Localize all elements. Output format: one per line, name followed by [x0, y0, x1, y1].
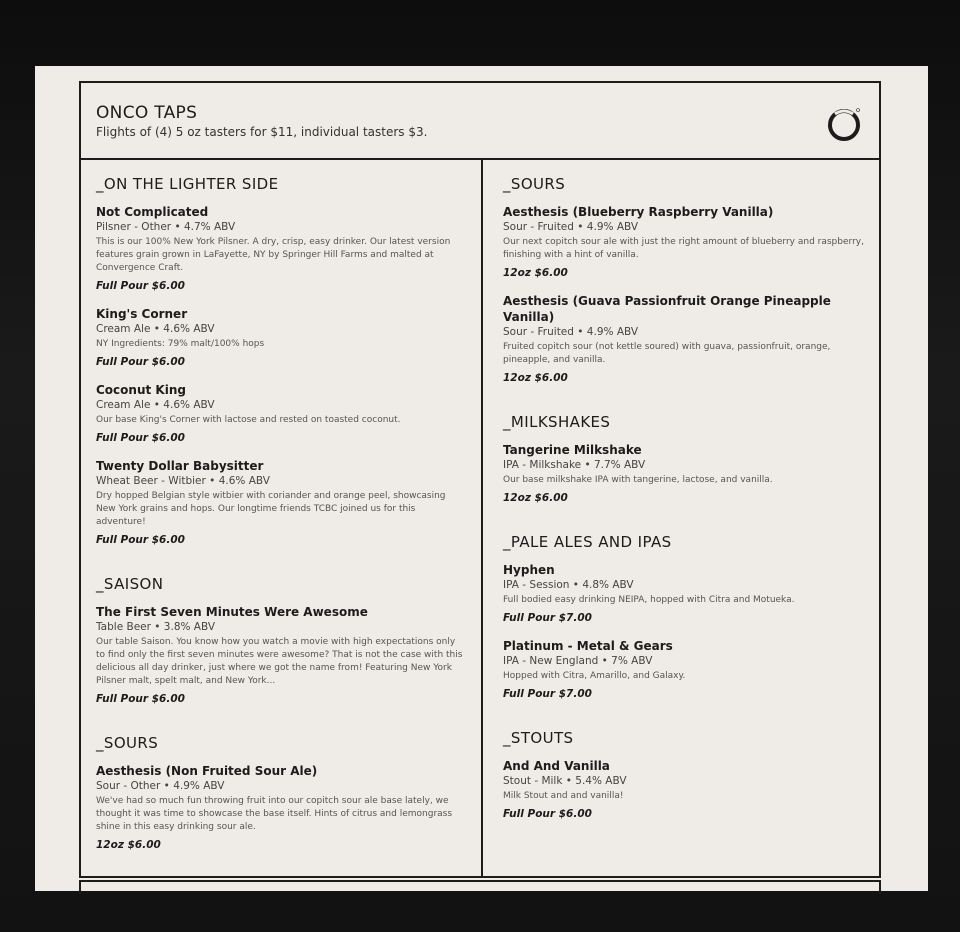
beer-name: King's Corner	[96, 307, 188, 321]
menu-item	[96, 763, 481, 852]
beer-description: NY Ingredients: 79% malt/100% hops	[96, 339, 265, 349]
beer-description: Dry hopped Belgian style witbier with coriander and orange peel, showcasing New York grains and hops. Our longtime friends TCBC joined us for this adventure!	[96, 491, 446, 527]
beer-price: 12oz $6.00	[503, 492, 568, 504]
beer-name: Not Complicated	[96, 205, 209, 219]
beer-style: Cream Ale • 4.6% ABV	[96, 323, 215, 335]
beer-description: We've had so much fun throwing fruit into our copitch sour ale base lately, we thought it was time to showcase the base itself. Hints of citrus and lemongrass shine in this easy drinking sour ale.	[96, 796, 453, 832]
page-subtitle: Flights of (4) 5 oz tasters for $11, individual tasters $3.	[96, 125, 428, 139]
menu-item	[96, 382, 481, 445]
beer-style: Sour - Other • 4.9% ABV	[96, 780, 225, 792]
menu-frame	[79, 81, 881, 878]
page-title: ONCO TAPS	[96, 103, 198, 123]
beer-style: Pilsner - Other • 4.7% ABV	[96, 221, 236, 233]
menu-item	[503, 204, 879, 280]
beer-price: 12oz $6.00	[503, 372, 568, 384]
beer-description: Our table Saison. You know how you watch a movie with high expectations only to find only the first seven minutes were awesome? That is not the case with this delicious all day drinker, just where we got the name from! Featuring New York Pilsner malt, spelt malt, and New York...	[96, 637, 463, 686]
beer-description: Our next copitch sour ale with just the right amount of blueberry and raspberry, finishing with a hint of vanilla.	[503, 237, 864, 260]
menu-item	[503, 442, 879, 505]
menu-item	[503, 758, 879, 821]
brewery-logo-icon	[825, 105, 863, 143]
beer-style: IPA - New England • 7% ABV	[503, 655, 653, 667]
beer-price: Full Pour $7.00	[503, 612, 592, 624]
beer-description: Hopped with Citra, Amarillo, and Galaxy.	[503, 671, 686, 681]
beer-price: Full Pour $6.00	[96, 280, 185, 292]
menu-item	[503, 293, 879, 385]
beer-description: Milk Stout and and vanilla!	[503, 791, 624, 801]
section-title: _SOURS	[96, 734, 159, 752]
menu-page	[35, 66, 928, 891]
beer-description: Full bodied easy drinking NEIPA, hopped with Citra and Motueka.	[503, 595, 795, 605]
beer-name: The First Seven Minutes Were Awesome	[96, 605, 368, 619]
beer-style: Table Beer • 3.8% ABV	[96, 621, 216, 633]
beer-price: Full Pour $7.00	[503, 688, 592, 700]
section-title: _MILKSHAKES	[503, 413, 611, 431]
beer-style: Wheat Beer - Witbier • 4.6% ABV	[96, 475, 270, 487]
beer-style: IPA - Session • 4.8% ABV	[503, 579, 634, 591]
beer-style: IPA - Milkshake • 7.7% ABV	[503, 459, 646, 471]
section-title: _ON THE LIGHTER SIDE	[96, 175, 279, 193]
beer-description: Our base milkshake IPA with tangerine, lactose, and vanilla.	[503, 475, 773, 485]
beer-name: Twenty Dollar Babysitter	[96, 459, 264, 473]
beer-style: Cream Ale • 4.6% ABV	[96, 399, 215, 411]
beer-name: Hyphen	[503, 563, 555, 577]
beer-price: Full Pour $6.00	[96, 693, 185, 705]
menu-item	[503, 562, 879, 625]
bottom-border	[79, 880, 881, 894]
section-title: _STOUTS	[503, 729, 574, 747]
beer-description: Fruited copitch sour (not kettle soured) with guava, passionfruit, orange, pineapple, and vanilla.	[503, 342, 831, 365]
left-column	[81, 160, 483, 876]
beer-name: Coconut King	[96, 383, 186, 397]
beer-name: Tangerine Milkshake	[503, 443, 642, 457]
beer-price: 12oz $6.00	[96, 839, 161, 851]
beer-name: Platinum - Metal & Gears	[503, 639, 673, 653]
section-title: _SOURS	[503, 175, 566, 193]
section-title: _PALE ALES AND IPAS	[503, 533, 672, 551]
beer-style: Stout - Milk • 5.4% ABV	[503, 775, 627, 787]
beer-price: Full Pour $6.00	[96, 356, 185, 368]
beer-price: Full Pour $6.00	[503, 808, 592, 820]
menu-item	[96, 604, 481, 706]
section-title: _SAISON	[96, 575, 164, 593]
beer-name: Aesthesis (Blueberry Raspberry Vanilla)	[503, 205, 774, 219]
beer-name: And And Vanilla	[503, 759, 610, 773]
menu-header	[81, 83, 879, 160]
beer-price: 12oz $6.00	[503, 267, 568, 279]
right-column	[483, 160, 879, 876]
beer-name: Aesthesis (Guava Passionfruit Orange Pineapple Vanilla)	[503, 294, 831, 324]
beer-name: Aesthesis (Non Fruited Sour Ale)	[96, 764, 318, 778]
beer-description: This is our 100% New York Pilsner. A dry, crisp, easy drinker. Our latest version features grain grown in LaFayette, NY by Springer Hill Farms and malted at Convergence Craft.	[96, 237, 451, 273]
beer-style: Sour - Fruited • 4.9% ABV	[503, 326, 639, 338]
menu-item	[96, 306, 481, 369]
beer-price: Full Pour $6.00	[96, 534, 185, 546]
menu-item	[96, 458, 481, 547]
menu-item	[503, 638, 879, 701]
beer-style: Sour - Fruited • 4.9% ABV	[503, 221, 639, 233]
beer-description: Our base King's Corner with lactose and rested on toasted coconut.	[96, 415, 401, 425]
beer-price: Full Pour $6.00	[96, 432, 185, 444]
menu-item	[96, 204, 481, 293]
